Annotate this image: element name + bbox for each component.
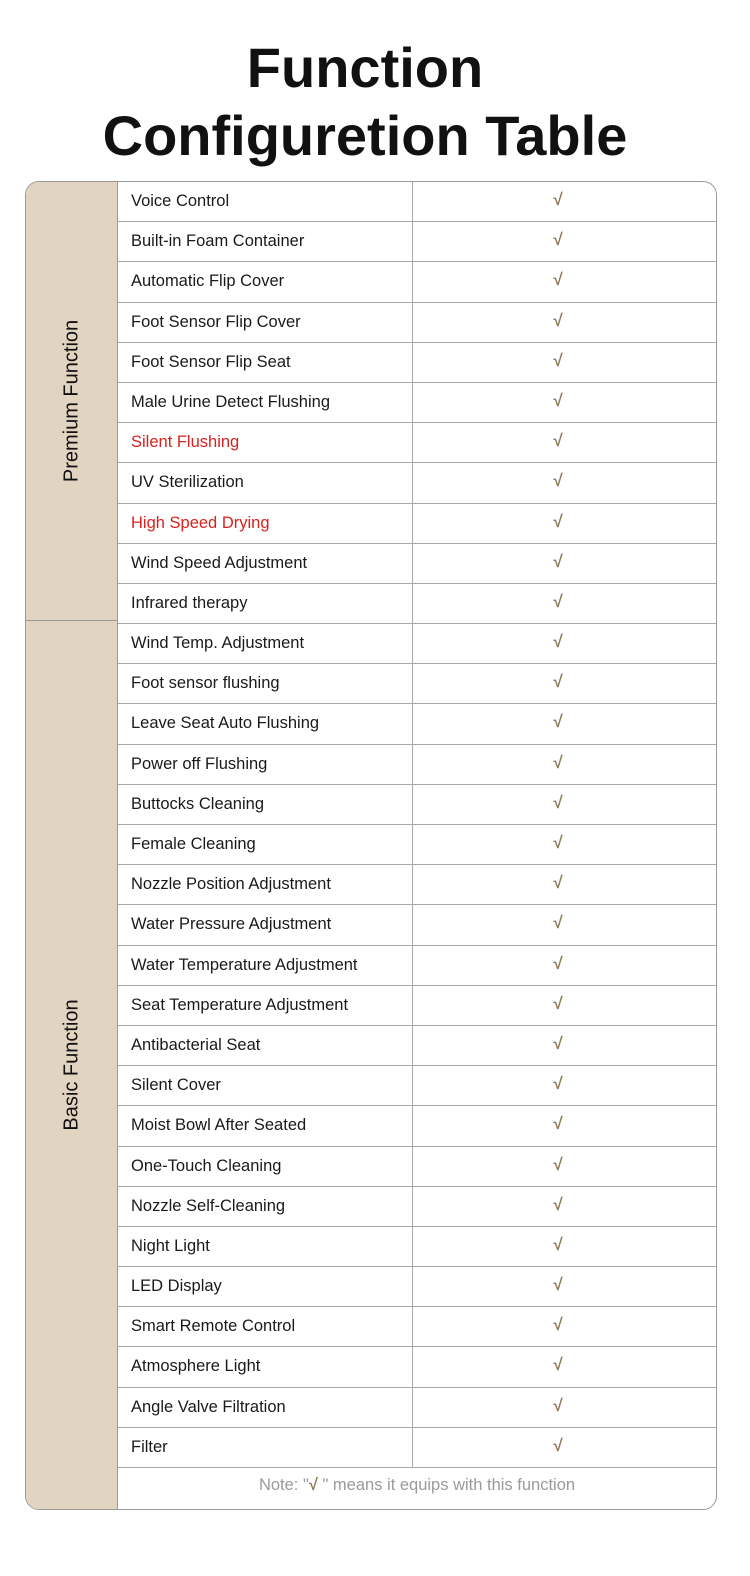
function-name: Buttocks Cleaning [131,794,264,813]
checkmark-icon: √ [553,1395,563,1415]
checkmark-icon: √ [553,712,563,732]
table-row [118,624,717,664]
column-divider [412,624,413,663]
checkmark-icon: √ [553,672,563,692]
column-divider [412,825,413,864]
checkmark-icon: √ [553,1234,563,1254]
title-line-2: Configuretion Table [102,104,628,167]
function-name: Automatic Flip Cover [131,272,285,291]
checkmark-icon: √ [553,471,563,491]
checkmark-icon: √ [553,913,563,933]
column-divider [412,222,413,261]
checkmark-icon: √ [553,993,563,1013]
column-divider [412,1347,413,1386]
column-divider [412,182,413,221]
table-row [118,1227,717,1267]
checkmark-icon: √ [553,431,563,451]
table-row [118,463,717,503]
checkmark-icon: √ [553,1154,563,1174]
function-name: Power off Flushing [131,754,268,773]
function-name: Male Urine Detect Flushing [131,392,330,411]
function-name: Wind Speed Adjustment [131,553,308,572]
function-name: Atmosphere Light [131,1357,261,1376]
column-divider [412,504,413,543]
checkmark-icon: √ [553,873,563,893]
checkmark-icon: √ [553,591,563,611]
function-table [25,181,717,1510]
checkmark-icon: √ [553,1355,563,1375]
table-row [118,946,717,986]
function-name: Infrared therapy [131,593,248,612]
checkmark-icon: √ [553,190,563,209]
table-row [118,745,717,785]
column-divider [412,463,413,502]
checkmark-icon: √ [553,270,563,290]
column-divider [412,1428,413,1467]
note-suffix: " means it equips with this function [317,1476,576,1494]
column-divider [412,946,413,985]
table-row [118,544,717,584]
table-row [118,825,717,865]
table-row [118,1428,717,1468]
table-row [118,1388,717,1428]
checkmark-icon: √ [553,833,563,852]
function-name: Moist Bowl After Seated [131,1116,307,1135]
table-row [118,1187,717,1227]
table-row [118,1267,717,1307]
column-divider [412,383,413,422]
function-name: Nozzle Self-Cleaning [131,1196,286,1215]
function-name: Voice Control [131,192,230,210]
function-name: Smart Remote Control [131,1317,296,1336]
table-row [118,343,717,383]
table-row [118,504,717,544]
column-divider [412,785,413,824]
checkmark-icon: √ [553,551,563,571]
function-name: Nozzle Position Adjustment [131,875,331,894]
table-row [118,584,717,624]
checkmark-icon: √ [553,953,563,973]
table-row [118,785,717,825]
checkmark-icon: √ [553,1275,563,1295]
table-row [118,1147,717,1187]
column-divider [412,584,413,623]
function-name: UV Sterilization [131,473,244,492]
function-name: Night Light [131,1236,210,1255]
function-name: Female Cleaning [131,835,256,853]
function-name: Seat Temperature Adjustment [131,995,349,1014]
function-name: Antibacterial Seat [131,1035,261,1054]
column-divider [412,1227,413,1266]
column-divider [412,986,413,1025]
table-row [118,1026,717,1066]
column-divider [412,1187,413,1226]
table-row [118,1307,717,1347]
checkmark-icon: √ [553,350,563,370]
group-basic-label: Basic Function [60,999,82,1131]
table-row [118,664,717,704]
checkmark-icon: √ [553,1315,563,1335]
table-note [118,1465,716,1509]
table-row [118,1066,717,1106]
table-row [118,222,717,262]
function-name: Built-in Foam Container [131,232,305,251]
function-name: Water Temperature Adjustment [131,955,358,974]
function-name: Angle Valve Filtration [131,1397,286,1416]
column-divider [412,745,413,784]
column-divider [412,303,413,342]
checkmark-icon: √ [553,1074,563,1094]
column-divider [412,905,413,944]
checkmark-icon: √ [553,230,563,250]
function-name: Wind Temp. Adjustment [131,634,305,653]
column-divider [412,544,413,583]
table-row [118,262,717,302]
function-name: Silent Cover [131,1076,221,1095]
checkmark-icon: √ [553,1033,563,1053]
checkmark-icon: √ [553,390,563,410]
checkmark-icon: √ [553,1194,563,1214]
function-rows [118,182,717,1468]
table-row [118,704,717,744]
column-divider [412,1147,413,1186]
function-name: One-Touch Cleaning [131,1156,282,1175]
function-name: Foot sensor flushing [131,674,280,693]
table-row [118,303,717,343]
title-line-1: Function [246,36,484,99]
table-row [118,383,717,423]
column-divider [412,1106,413,1145]
note-check-icon: √ [308,1476,318,1494]
table-row [118,905,717,945]
table-row [118,1347,717,1387]
column-divider [412,704,413,743]
column-divider [412,1388,413,1427]
group-basic [26,621,118,1509]
note-prefix: Note: " [258,1476,309,1494]
function-name: LED Display [131,1277,222,1296]
table-row [118,986,717,1026]
table-row [118,423,717,463]
function-name: Foot Sensor Flip Seat [131,352,291,371]
column-divider [412,865,413,904]
function-name: Silent Flushing [131,433,240,452]
column-divider [412,1026,413,1065]
table-row [118,1106,717,1146]
group-premium [26,182,118,621]
column-divider [412,262,413,301]
column-divider [412,1307,413,1346]
table-row [118,865,717,905]
function-name: Water Pressure Adjustment [131,915,332,934]
column-divider [412,1066,413,1105]
checkmark-icon: √ [553,1114,563,1134]
page-title [0,34,730,170]
column-divider [412,664,413,703]
function-name: Filter [131,1437,168,1456]
checkmark-icon: √ [553,1435,563,1455]
checkmark-icon: √ [553,632,563,652]
function-name: High Speed Drying [131,513,270,532]
column-divider [412,423,413,462]
checkmark-icon: √ [553,792,563,812]
checkmark-icon: √ [553,752,563,772]
table-row [118,182,717,222]
checkmark-icon: √ [553,511,563,531]
group-premium-label: Premium Function [60,319,82,483]
function-name: Foot Sensor Flip Cover [131,312,301,331]
column-divider [412,343,413,382]
checkmark-icon: √ [553,310,563,330]
function-name: Leave Seat Auto Flushing [131,714,320,733]
column-divider [412,1267,413,1306]
